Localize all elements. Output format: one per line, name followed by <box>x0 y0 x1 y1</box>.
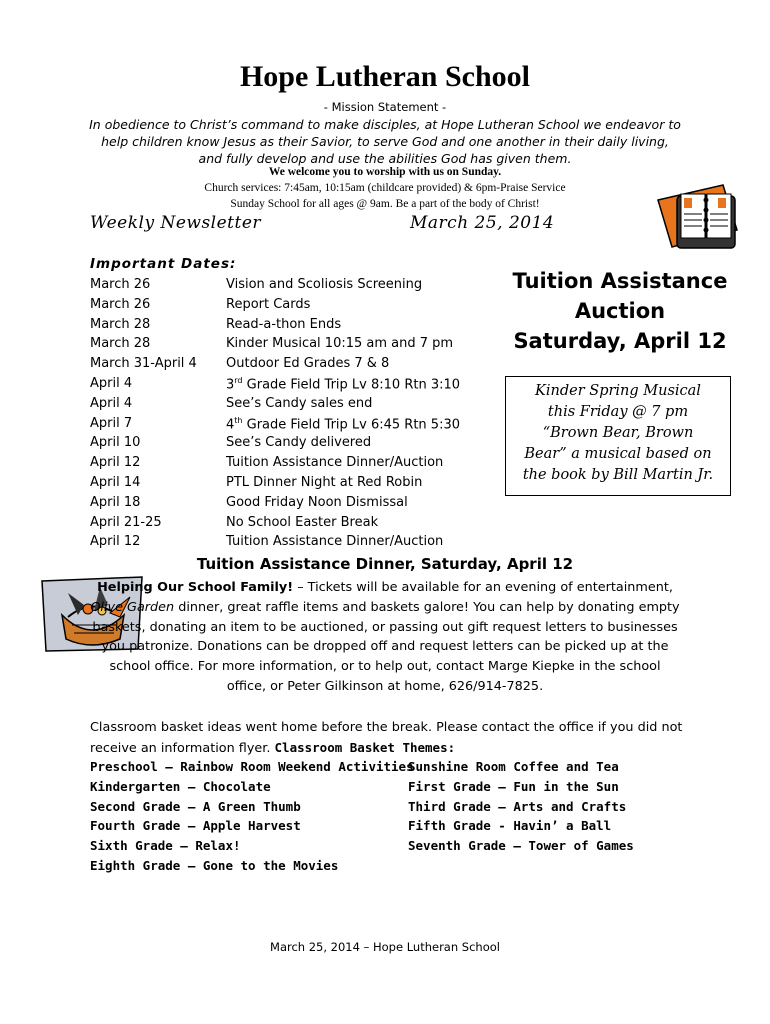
date-row <box>90 356 490 376</box>
themes-left-column <box>90 757 414 876</box>
event-cell: Good Friday Noon Dismissal <box>226 494 408 510</box>
auction-callout <box>500 266 740 356</box>
dinner-heading: Tuition Assistance Dinner, Saturday, April 12 <box>196 555 574 573</box>
event-cell <box>226 416 460 436</box>
olive-garden: Olive Garden <box>90 599 175 615</box>
dinner-body-2: dinner, great raffle items and baskets galore! You can help by donating empty baskets, donating an item to be auctioned, or passing out gift request letters to businesses you patronize. Donations can be dropped off and request letters can be picked up at the school office. For more information, or to help out, contact Marge Kiepke in the school office, or Peter Gilkinson at home, 626/914-7825. <box>92 599 680 694</box>
event-cell <box>226 376 460 396</box>
footer: March 25, 2014 – Hope Lutheran School <box>270 940 500 954</box>
basket-theme: Kindergarten – Chocolate <box>90 778 271 794</box>
date-row <box>90 435 490 455</box>
date-row <box>90 534 490 554</box>
newsletter-label: Weekly Newsletter <box>90 213 262 233</box>
date-cell: April 12 <box>90 534 141 550</box>
event-suffix: Grade Field Trip Lv 6:45 Rtn 5:30 <box>242 416 460 432</box>
sunday-school-line: Sunday School for all ages @ 9am. Be a part of the body of Christ! <box>230 198 540 210</box>
event-cell: Read-a-thon Ends <box>226 316 342 332</box>
event-cell: No School Easter Break <box>226 514 379 530</box>
event-cell: See’s Candy delivered <box>226 435 372 451</box>
newsletter-date: March 25, 2014 <box>410 213 555 233</box>
date-cell: April 4 <box>90 395 133 411</box>
dinner-lead: Helping Our School Family! <box>97 580 294 595</box>
event-cell: See’s Candy sales end <box>226 395 373 411</box>
basket-theme: Third Grade – Arts and Crafts <box>408 798 627 814</box>
dinner-paragraph <box>90 578 680 697</box>
musical-line-1: Kinder Spring Musical <box>535 383 701 399</box>
auction-line-3: Saturday, April 12 <box>513 329 727 353</box>
page-title: Hope Lutheran School <box>239 60 531 93</box>
date-cell: March 26 <box>90 296 151 312</box>
basket-theme: Eighth Grade – Gone to the Movies <box>90 857 339 873</box>
date-row <box>90 475 490 495</box>
date-row <box>90 515 490 535</box>
date-row <box>90 455 490 475</box>
mission-statement: In obedience to Christ’s command to make disciples, at Hope Lutheran School we endeavor to help children know Jesus as their Savior, to serve God and one another in their daily living, and fully develop and use the abilities God has given them. <box>89 117 681 166</box>
basket-theme: Second Grade – A Green Thumb <box>90 798 301 814</box>
event-cell: Tuition Assistance Dinner/Auction <box>226 534 444 550</box>
calendar-icon <box>655 182 755 262</box>
date-row <box>90 396 490 416</box>
basket-themes-label: Classroom Basket Themes: <box>274 739 456 755</box>
date-row <box>90 317 490 337</box>
date-cell: March 31-April 4 <box>90 356 197 372</box>
event-cell: Kinder Musical 10:15 am and 7 pm <box>226 336 454 352</box>
event-suffix: Grade Field Trip Lv 8:10 Rtn 3:10 <box>242 377 461 393</box>
date-cell: April 7 <box>90 415 133 431</box>
date-row <box>90 277 490 297</box>
event-ordinal: th <box>234 415 243 425</box>
event-cell: Tuition Assistance Dinner/Auction <box>226 455 444 471</box>
date-row <box>90 336 490 356</box>
date-cell: April 10 <box>90 435 141 451</box>
event-prefix: 4 <box>226 416 235 432</box>
basket-theme: Sunshine Room Coffee and Tea <box>408 759 619 774</box>
date-cell: April 18 <box>90 494 141 510</box>
basket-theme: Fourth Grade – Apple Harvest <box>90 818 301 834</box>
mission-label: - Mission Statement - <box>323 100 447 114</box>
basket-theme: First Grade – Fun in the Sun <box>408 778 619 794</box>
basket-theme: Sixth Grade – Relax! <box>90 838 241 854</box>
event-cell: Vision and Scoliosis Screening <box>226 277 423 292</box>
worship-line: We welcome you to worship with us on Sunday. <box>268 166 502 178</box>
basket-intro: Classroom basket ideas went home before the break. Please contact the office if you did not receive an information flyer. <box>90 720 683 756</box>
kinder-musical-box <box>505 376 731 496</box>
date-cell: April 4 <box>90 375 133 391</box>
date-cell: April 12 <box>90 455 141 471</box>
date-row <box>90 376 490 396</box>
date-row <box>90 416 490 436</box>
date-row <box>90 495 490 515</box>
auction-line-1: Tuition Assistance <box>512 269 728 293</box>
date-cell: March 26 <box>90 277 151 292</box>
event-prefix: 3 <box>226 377 235 393</box>
date-cell: March 28 <box>90 316 151 332</box>
date-cell: March 28 <box>90 336 151 352</box>
musical-line-5: the book by Bill Martin Jr. <box>522 467 714 483</box>
important-dates-heading: Important Dates: <box>90 256 237 272</box>
date-row <box>90 297 490 317</box>
important-dates-list <box>90 277 490 554</box>
basket-theme: Preschool – Rainbow Room Weekend Activities <box>90 759 414 774</box>
musical-line-2: this Friday @ 7 pm <box>547 404 689 420</box>
services-line: Church services: 7:45am, 10:15am (childcare provided) & 6pm-Praise Service <box>204 182 566 194</box>
themes-right-column <box>408 757 634 856</box>
musical-line-4: Bear” a musical based on <box>524 446 712 462</box>
event-cell: PTL Dinner Night at Red Robin <box>226 474 423 490</box>
date-cell: April 14 <box>90 474 141 490</box>
event-ordinal: rd <box>234 375 243 385</box>
date-cell: April 21-25 <box>90 514 162 530</box>
auction-line-2: Auction <box>574 299 666 323</box>
event-cell: Report Cards <box>226 296 311 312</box>
basket-theme: Fifth Grade - Havin’ a Ball <box>408 818 612 834</box>
basket-theme: Seventh Grade – Tower of Games <box>408 838 634 854</box>
basket-paragraph <box>90 718 690 759</box>
musical-line-3: “Brown Bear, Brown <box>542 425 694 441</box>
dinner-body-1: – Tickets will be available for an evening of entertainment, <box>293 580 673 595</box>
event-cell: Outdoor Ed Grades 7 & 8 <box>226 356 390 372</box>
